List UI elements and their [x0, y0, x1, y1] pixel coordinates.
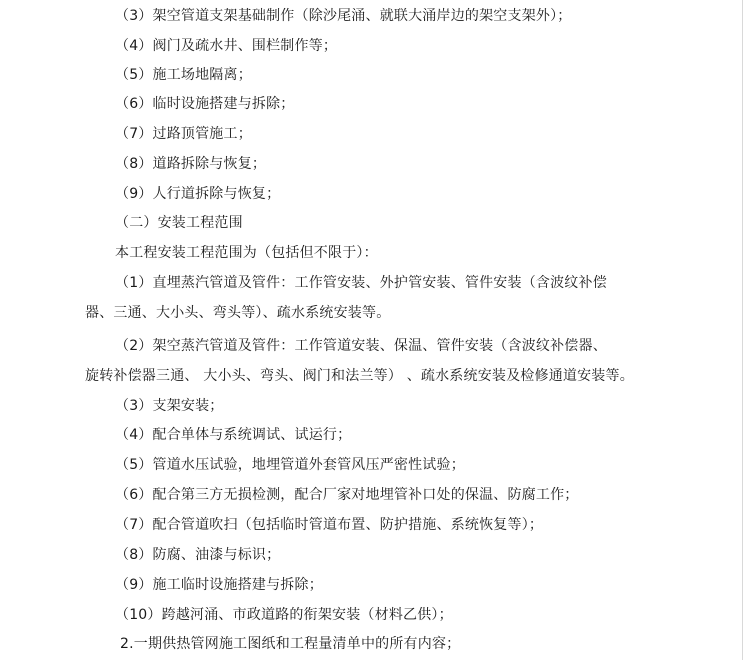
scope-item-5: （5）施工场地隔离； — [115, 67, 252, 83]
install-item-2-line1: （2）架空蒸汽管道及管件：工作管道安装、保温、管件安装（含波纹补偿器、 — [115, 338, 607, 354]
install-item-3: （3）支架安装； — [115, 398, 224, 414]
scope-item-4: （4）阀门及疏水井、围栏制作等； — [115, 38, 338, 54]
install-item-6: （6）配合第三方无损检测，配合厂家对地埋管补口处的保温、防腐工作； — [115, 487, 579, 503]
section-intro: 本工程安装工程范围为（包括但不限于）： — [115, 245, 378, 261]
install-item-7: （7）配合管道吹扫（包括临时管道布置、防护措施、系统恢复等）； — [115, 517, 544, 533]
scope-item-6: （6）临时设施搭建与拆除； — [115, 96, 295, 112]
install-item-5: （5）管道水压试验，地埋管道外套管风压严密性试验； — [115, 457, 465, 473]
scope-item-8: （8）道路拆除与恢复； — [115, 156, 267, 172]
scope-item-3: （3）架空管道支架基础制作（除沙尾涌、就联大涌岸边的架空支架外）； — [115, 8, 572, 24]
install-item-9: （9）施工临时设施搭建与拆除； — [115, 577, 323, 593]
page-edge-rule — [742, 0, 743, 660]
section-heading-drawings: 2.一期供热管网施工图纸和工程量清单中的所有内容； — [120, 636, 461, 652]
scope-item-9: （9）人行道拆除与恢复； — [115, 186, 281, 202]
install-item-2-line2: 旋转补偿器三通、 大小头、弯头、阀门和法兰等） 、疏水系统安装及检修通道安装等。 — [85, 368, 634, 384]
install-item-4: （4）配合单体与系统调试、试运行； — [115, 427, 352, 443]
scope-item-7: （7）过路顶管施工； — [115, 126, 252, 142]
install-item-1-line1: （1）直埋蒸汽管道及管件：工作管安装、外护管安装、管件安装（含波纹补偿 — [115, 275, 607, 291]
install-item-10: （10）跨越河涌、市政道路的衔架安装（材料乙供）； — [115, 607, 453, 623]
install-item-1-line2: 器、三通、大小头、弯头等）、疏水系统安装等。 — [85, 305, 391, 321]
install-item-8: （8）防腐、油漆与标识； — [115, 547, 281, 563]
section-heading-installation: （二）安装工程范围 — [115, 215, 243, 231]
